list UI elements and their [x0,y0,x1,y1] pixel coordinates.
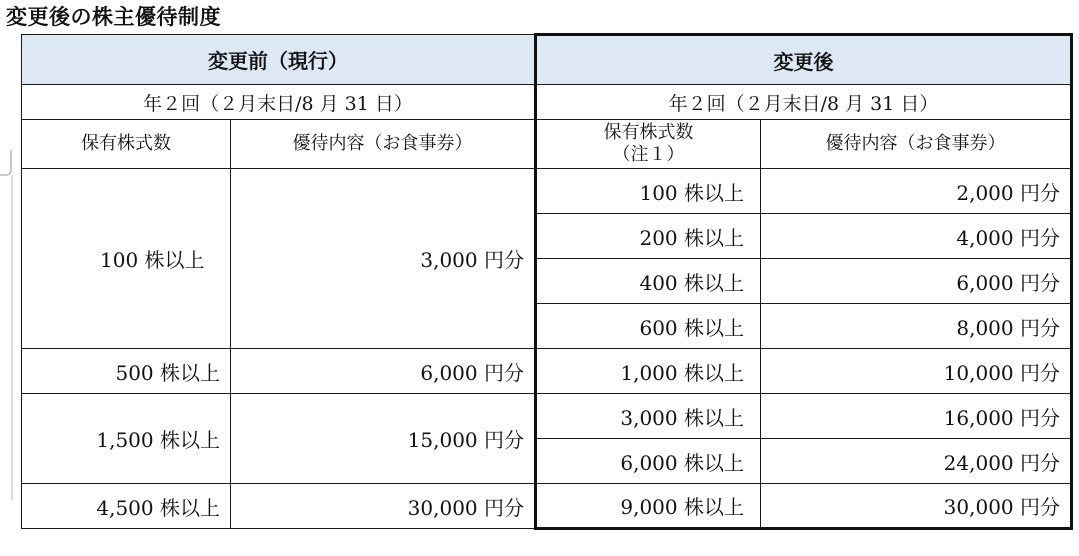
before-benefit-cell: 15,000 円分 [231,394,536,484]
after-benefit-cell: 10,000 円分 [761,349,1072,394]
after-shares-cell: 3,000 株以上 [536,394,761,439]
before-header: 変更前（現行） [22,35,536,85]
table-row [22,394,1072,439]
table-row [22,484,1072,529]
after-benefit-cell: 4,000 円分 [761,214,1072,259]
benefits-table [21,33,1073,530]
table-row [22,169,1072,214]
table-row [22,349,1072,394]
before-shares-cell: 4,500 株以上 [22,484,231,529]
before-schedule: 年２回（２月末日/8 月 31 日） [22,85,536,120]
after-benefit-cell: 16,000 円分 [761,394,1072,439]
after-col-shares-line1: 保有株式数 [603,122,694,143]
before-shares-cell: 500 株以上 [22,349,231,394]
before-benefit-cell: 6,000 円分 [231,349,536,394]
after-benefit-cell: 24,000 円分 [761,439,1072,484]
left-divider [11,175,13,500]
before-shares-cell: 100 株以上 [22,169,231,349]
after-schedule: 年２回（２月末日/8 月 31 日） [536,85,1072,120]
before-col-shares: 保有株式数 [22,120,231,169]
after-shares-cell: 600 株以上 [536,304,761,349]
page-title: 変更後の株主優待制度 [6,5,221,29]
table-header-row [22,35,1072,85]
after-shares-cell: 1,000 株以上 [536,349,761,394]
before-col-benefit: 優待内容（お食事券） [231,120,536,169]
after-benefit-cell: 2,000 円分 [761,169,1072,214]
after-shares-cell: 9,000 株以上 [536,484,761,529]
after-shares-cell: 400 株以上 [536,259,761,304]
after-col-shares-note: （注１） [612,144,685,165]
after-header: 変更後 [536,35,1072,85]
after-shares-cell: 100 株以上 [536,169,761,214]
after-col-benefit: 優待内容（お食事券） [761,120,1072,169]
column-header-row [22,120,1072,169]
after-shares-cell: 6,000 株以上 [536,439,761,484]
after-benefit-cell: 6,000 円分 [761,259,1072,304]
scroll-edge-decoration [0,150,12,176]
before-benefit-cell: 3,000 円分 [231,169,536,349]
before-benefit-cell: 30,000 円分 [231,484,536,529]
schedule-row [22,85,1072,120]
after-benefit-cell: 8,000 円分 [761,304,1072,349]
before-shares-cell: 1,500 株以上 [22,394,231,484]
after-benefit-cell: 30,000 円分 [761,484,1072,529]
after-col-shares [536,120,761,169]
after-shares-cell: 200 株以上 [536,214,761,259]
